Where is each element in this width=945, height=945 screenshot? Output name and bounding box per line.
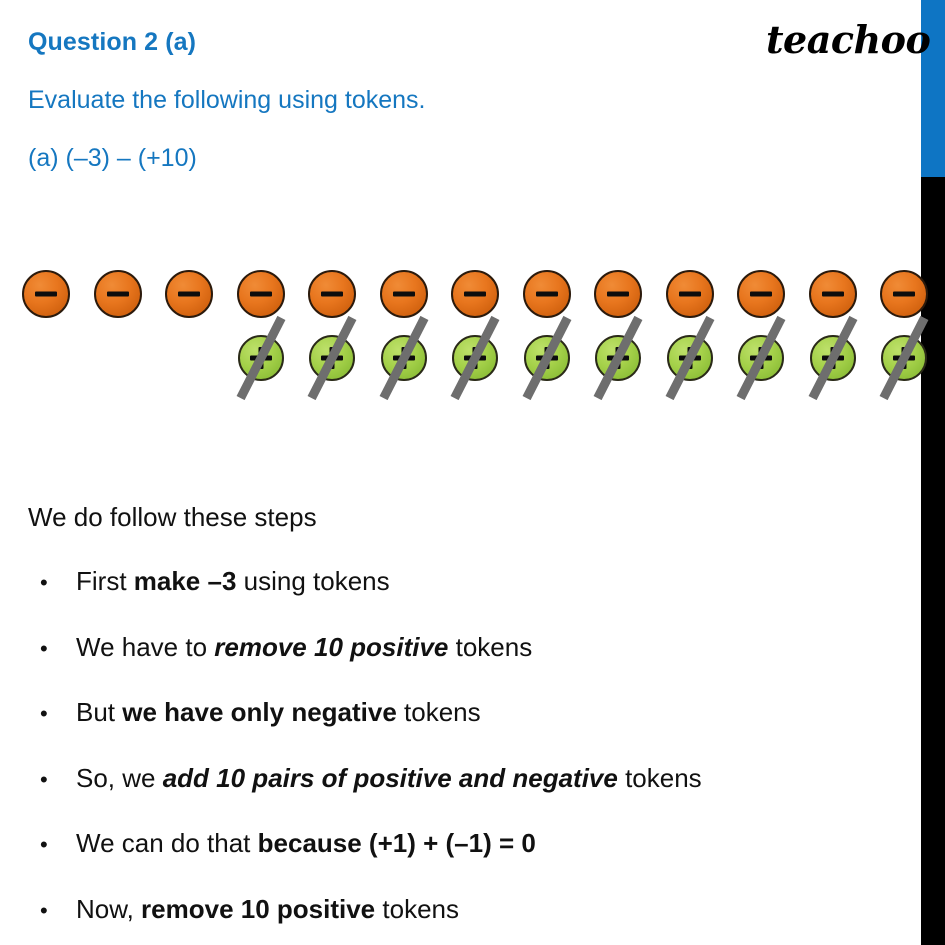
minus-icon xyxy=(321,292,343,297)
bullet-marker-icon: • xyxy=(40,832,48,857)
steps-lead-text: We do follow these steps xyxy=(28,502,317,532)
minus-icon xyxy=(178,292,200,297)
positive-token xyxy=(524,335,570,381)
text-run: tokens xyxy=(396,697,481,727)
positive-token xyxy=(381,335,427,381)
text-run: remove 10 positive xyxy=(141,893,376,924)
text-run: tokens xyxy=(448,631,533,662)
expression-text: (a) (–3) – (+10) xyxy=(28,144,197,172)
positive-token xyxy=(238,335,284,381)
negative-token xyxy=(22,270,70,318)
text-run: remove 10 positive xyxy=(214,631,449,662)
strikethrough-mark xyxy=(379,316,428,400)
strikethrough-mark xyxy=(737,316,786,400)
negative-token xyxy=(809,270,857,318)
instruction-text: Evaluate the following using tokens. xyxy=(28,86,426,114)
negative-token xyxy=(237,270,285,318)
negative-token xyxy=(523,270,571,318)
text-run: So, we xyxy=(76,762,163,793)
negative-token xyxy=(737,270,785,318)
minus-icon xyxy=(679,292,701,297)
list-item-text xyxy=(76,697,481,728)
text-run: We can do that xyxy=(76,828,258,858)
minus-icon xyxy=(822,292,844,297)
list-item-text xyxy=(76,763,702,794)
negative-token xyxy=(451,270,499,318)
list-item xyxy=(40,894,459,925)
teachoo-logo: teachoo xyxy=(766,17,931,62)
text-run: make –3 xyxy=(133,566,237,596)
list-item xyxy=(40,697,481,728)
text-run: tokens xyxy=(617,762,702,793)
text-run: tokens xyxy=(375,893,459,924)
bullet-marker-icon: • xyxy=(40,635,48,661)
list-item-text xyxy=(76,566,390,597)
minus-icon xyxy=(464,292,486,297)
negative-token xyxy=(666,270,714,318)
positive-token xyxy=(667,335,713,381)
text-run: add 10 pairs of positive and negative xyxy=(162,762,618,793)
minus-icon xyxy=(35,292,57,297)
page-title: Question 2 (a) xyxy=(28,28,197,56)
negative-token xyxy=(308,270,356,318)
negative-token xyxy=(165,270,213,318)
bullet-marker-icon: • xyxy=(40,701,48,726)
strikethrough-mark xyxy=(594,316,643,400)
positive-token xyxy=(595,335,641,381)
minus-icon xyxy=(750,292,772,297)
bullet-marker-icon: • xyxy=(40,897,48,923)
strikethrough-mark xyxy=(808,316,857,400)
negative-token xyxy=(94,270,142,318)
minus-icon xyxy=(107,292,129,297)
list-item xyxy=(40,632,532,663)
strikethrough-mark xyxy=(308,316,357,400)
positive-token xyxy=(452,335,498,381)
list-item-text xyxy=(76,828,536,859)
negative-token xyxy=(380,270,428,318)
text-run: using tokens xyxy=(236,566,390,596)
positive-token xyxy=(881,335,927,381)
list-item xyxy=(40,763,702,794)
text-run: We have to xyxy=(76,631,215,662)
negative-token xyxy=(594,270,642,318)
strikethrough-mark xyxy=(522,316,571,400)
bullet-marker-icon: • xyxy=(40,570,48,595)
minus-icon xyxy=(250,292,272,297)
minus-icon xyxy=(393,292,415,297)
positive-token xyxy=(738,335,784,381)
positive-token xyxy=(309,335,355,381)
strikethrough-mark xyxy=(451,316,500,400)
list-item xyxy=(40,828,536,859)
minus-icon xyxy=(536,292,558,297)
list-item xyxy=(40,566,390,597)
text-run: First xyxy=(76,566,134,596)
text-run: But xyxy=(76,697,123,727)
text-run: Now, xyxy=(76,893,142,924)
positive-token xyxy=(810,335,856,381)
list-item-text xyxy=(76,894,459,925)
bullet-marker-icon: • xyxy=(40,766,48,792)
token-diagram xyxy=(0,250,945,405)
strikethrough-mark xyxy=(236,316,285,400)
text-run: we have only negative xyxy=(122,697,397,727)
text-run: because (+1) + (–1) = 0 xyxy=(257,828,536,858)
minus-icon xyxy=(607,292,629,297)
list-item-text xyxy=(76,632,532,663)
negative-token xyxy=(880,270,928,318)
minus-icon xyxy=(893,292,915,297)
strikethrough-mark xyxy=(880,316,929,400)
strikethrough-mark xyxy=(665,316,714,400)
